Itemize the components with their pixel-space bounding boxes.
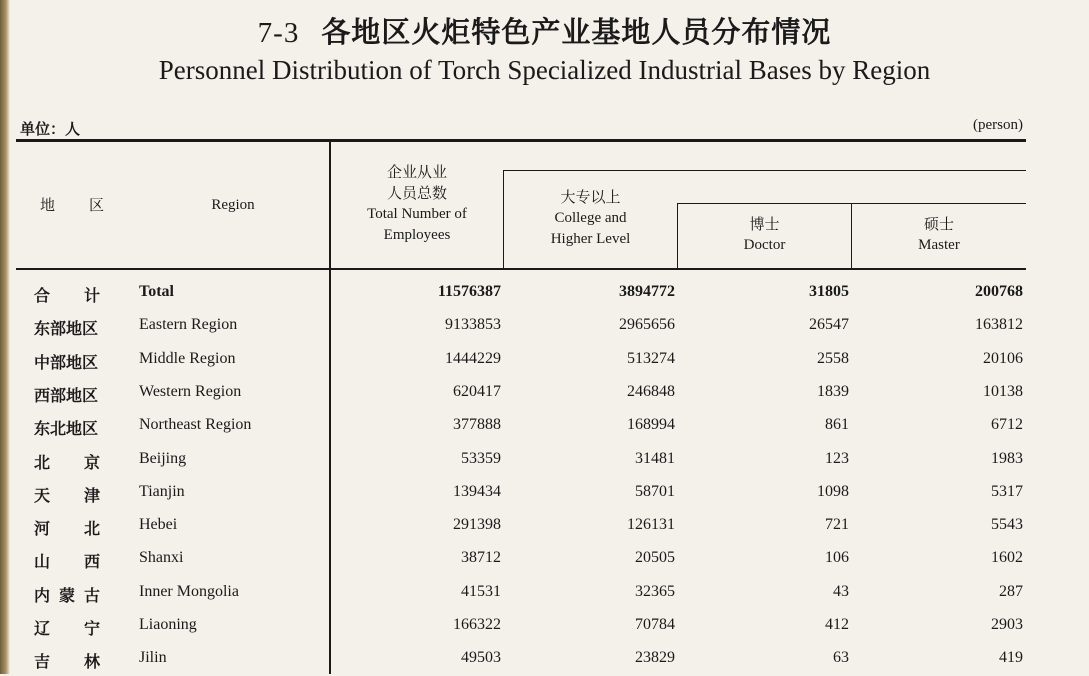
region-name-chinese-char: 北 bbox=[34, 452, 51, 472]
region-name-chinese bbox=[34, 583, 100, 606]
region-name-chinese-char: 西部地区 bbox=[34, 385, 99, 405]
region-name-chinese-char: 河 bbox=[34, 519, 51, 539]
table-row bbox=[0, 477, 1089, 510]
master-value: 1983 bbox=[991, 449, 1023, 467]
header-college-en-2: Higher Level bbox=[550, 231, 631, 247]
college-level-value: 32365 bbox=[635, 582, 675, 600]
college-level-value: 513274 bbox=[627, 349, 675, 367]
region-name-chinese-char: 东北地区 bbox=[34, 419, 99, 439]
region-name-english: Inner Mongolia bbox=[139, 582, 239, 600]
degree-group-rule bbox=[677, 203, 1026, 204]
master-value: 200768 bbox=[975, 283, 1023, 300]
region-name-chinese bbox=[34, 483, 100, 506]
doctor-value: 861 bbox=[825, 416, 849, 434]
table-row bbox=[0, 510, 1089, 543]
table-top-rule bbox=[16, 139, 1026, 142]
college-level-value: 168994 bbox=[627, 416, 675, 434]
table-row bbox=[0, 410, 1089, 443]
header-region-chinese bbox=[40, 195, 120, 217]
region-name-chinese bbox=[34, 316, 100, 339]
header-total-employees bbox=[331, 162, 503, 246]
region-name-chinese-char: 古 bbox=[83, 585, 100, 605]
total-employees-value: 53359 bbox=[461, 449, 501, 467]
doctor-value: 412 bbox=[825, 616, 849, 633]
region-name-chinese-char: 内 bbox=[34, 585, 51, 605]
master-value: 2903 bbox=[991, 616, 1023, 633]
header-master-cn: 硕士 bbox=[923, 215, 954, 233]
region-name-english: Liaoning bbox=[139, 616, 197, 633]
header-college-en-1: College and bbox=[554, 210, 627, 226]
region-name-chinese-char: 东部地区 bbox=[34, 319, 99, 339]
table-row bbox=[0, 277, 1089, 310]
header-college bbox=[504, 187, 677, 250]
region-name-chinese-char: 林 bbox=[83, 652, 100, 672]
college-level-value: 70784 bbox=[635, 616, 675, 633]
region-name-chinese-char: 京 bbox=[83, 452, 100, 472]
total-employees-value: 166322 bbox=[453, 616, 501, 633]
region-name-chinese-char: 合 bbox=[34, 286, 51, 305]
header-region-english: Region bbox=[211, 197, 255, 213]
region-name-chinese bbox=[34, 516, 100, 539]
doctor-value: 1839 bbox=[817, 382, 849, 400]
master-value: 5317 bbox=[991, 482, 1023, 500]
table-row bbox=[0, 577, 1089, 610]
header-total-en-1: Total Number of bbox=[367, 206, 467, 222]
total-employees-value: 41531 bbox=[461, 582, 501, 600]
title-chinese bbox=[0, 10, 1089, 51]
region-name-english: Tianjin bbox=[139, 482, 185, 500]
region-name-chinese-char: 山 bbox=[34, 552, 51, 572]
region-name-chinese-char: 津 bbox=[83, 485, 100, 505]
table-row bbox=[0, 377, 1089, 410]
region-name-chinese-char: 中部地区 bbox=[34, 352, 99, 372]
college-level-value: 246848 bbox=[627, 382, 675, 400]
total-employees-value: 1444229 bbox=[445, 349, 501, 367]
master-value: 163812 bbox=[975, 316, 1023, 334]
table-row bbox=[0, 543, 1089, 576]
region-name-chinese-char: 西 bbox=[83, 552, 100, 572]
region-name-english: Shanxi bbox=[139, 549, 184, 567]
doctor-value: 106 bbox=[825, 549, 849, 567]
master-value: 1602 bbox=[991, 549, 1023, 567]
college-level-value: 58701 bbox=[635, 482, 675, 500]
college-level-value: 126131 bbox=[627, 516, 675, 534]
master-value: 419 bbox=[999, 649, 1023, 667]
doctor-value: 26547 bbox=[809, 316, 849, 334]
table-row bbox=[0, 444, 1089, 477]
table-row bbox=[0, 610, 1089, 643]
region-name-english: Total bbox=[139, 283, 174, 300]
region-name-english: Western Region bbox=[139, 382, 242, 400]
college-group-rule bbox=[503, 170, 1026, 171]
table-row bbox=[0, 643, 1089, 676]
region-name-chinese-char: 蒙 bbox=[58, 585, 75, 605]
region-name-english: Hebei bbox=[139, 516, 178, 534]
region-name-chinese-char: 宁 bbox=[83, 619, 100, 638]
region-name-chinese bbox=[34, 283, 100, 306]
region-name-chinese-char: 吉 bbox=[34, 652, 51, 672]
total-employees-value: 11576387 bbox=[437, 283, 501, 300]
header-total-en-2: Employees bbox=[383, 227, 451, 243]
master-value: 287 bbox=[999, 582, 1023, 600]
table-row bbox=[0, 344, 1089, 377]
total-employees-value: 38712 bbox=[461, 549, 501, 567]
doctor-value: 43 bbox=[833, 582, 849, 600]
master-value: 10138 bbox=[983, 382, 1023, 400]
title-english: Personnel Distribution of Torch Specialized Industrial Bases by Region bbox=[158, 55, 931, 85]
college-level-value: 2965656 bbox=[619, 316, 675, 334]
header-total-cn-1: 企业从业 bbox=[386, 163, 447, 181]
header-doctor-cn: 博士 bbox=[749, 215, 780, 233]
region-name-english: Jilin bbox=[139, 649, 167, 667]
region-name-chinese bbox=[34, 649, 100, 672]
master-value: 6712 bbox=[991, 416, 1023, 434]
total-employees-value: 9133853 bbox=[445, 316, 501, 334]
title-chinese-text: 各地区火炬特色产业基地人员分布情况 bbox=[321, 15, 832, 49]
table-number: 7-3 bbox=[257, 17, 300, 49]
region-name-chinese bbox=[34, 450, 100, 473]
college-level-value: 31481 bbox=[635, 449, 675, 467]
region-name-english: Eastern Region bbox=[139, 316, 238, 334]
region-name-chinese bbox=[34, 549, 100, 572]
master-value: 5543 bbox=[991, 516, 1023, 534]
doctor-value: 2558 bbox=[817, 349, 849, 367]
region-name-chinese-char: 辽 bbox=[34, 619, 51, 638]
total-employees-value: 291398 bbox=[453, 516, 501, 534]
region-name-english: Beijing bbox=[139, 449, 187, 467]
doctor-value: 63 bbox=[833, 649, 849, 667]
region-name-english: Middle Region bbox=[139, 349, 236, 367]
college-level-value: 23829 bbox=[635, 649, 675, 667]
total-employees-value: 377888 bbox=[453, 416, 501, 434]
total-employees-value: 139434 bbox=[453, 482, 501, 500]
region-name-chinese bbox=[34, 383, 100, 406]
header-doctor bbox=[678, 214, 851, 256]
region-name-chinese bbox=[34, 350, 100, 373]
header-master bbox=[852, 214, 1026, 256]
region-name-chinese-char: 计 bbox=[83, 286, 100, 305]
region-name-chinese-char: 北 bbox=[83, 519, 100, 539]
unit-label-english: (person) bbox=[973, 117, 1023, 133]
doctor-value: 1098 bbox=[817, 482, 849, 500]
header-master-en: Master bbox=[918, 237, 960, 253]
region-name-chinese-char: 天 bbox=[34, 485, 51, 505]
header-region-cn-1: 地 bbox=[40, 196, 56, 214]
doctor-value: 721 bbox=[825, 516, 849, 534]
region-name-chinese bbox=[34, 616, 100, 639]
header-total-cn-2: 人员总数 bbox=[386, 184, 447, 202]
table-row bbox=[0, 310, 1089, 343]
total-employees-value: 620417 bbox=[453, 382, 501, 400]
master-value: 20106 bbox=[983, 349, 1023, 367]
header-region-cn-2: 区 bbox=[89, 196, 105, 214]
header-college-cn: 大专以上 bbox=[560, 188, 621, 206]
college-level-value: 3894772 bbox=[619, 283, 675, 300]
region-name-chinese bbox=[34, 416, 100, 439]
total-employees-value: 49503 bbox=[461, 649, 501, 667]
region-name-english: Northeast Region bbox=[139, 416, 252, 434]
header-doctor-en: Doctor bbox=[743, 237, 786, 253]
header-bottom-rule bbox=[16, 268, 1026, 270]
doctor-value: 31805 bbox=[809, 283, 849, 300]
doctor-value: 123 bbox=[825, 449, 849, 467]
unit-label-chinese: 单位：人 bbox=[20, 120, 81, 138]
college-level-value: 20505 bbox=[635, 549, 675, 567]
